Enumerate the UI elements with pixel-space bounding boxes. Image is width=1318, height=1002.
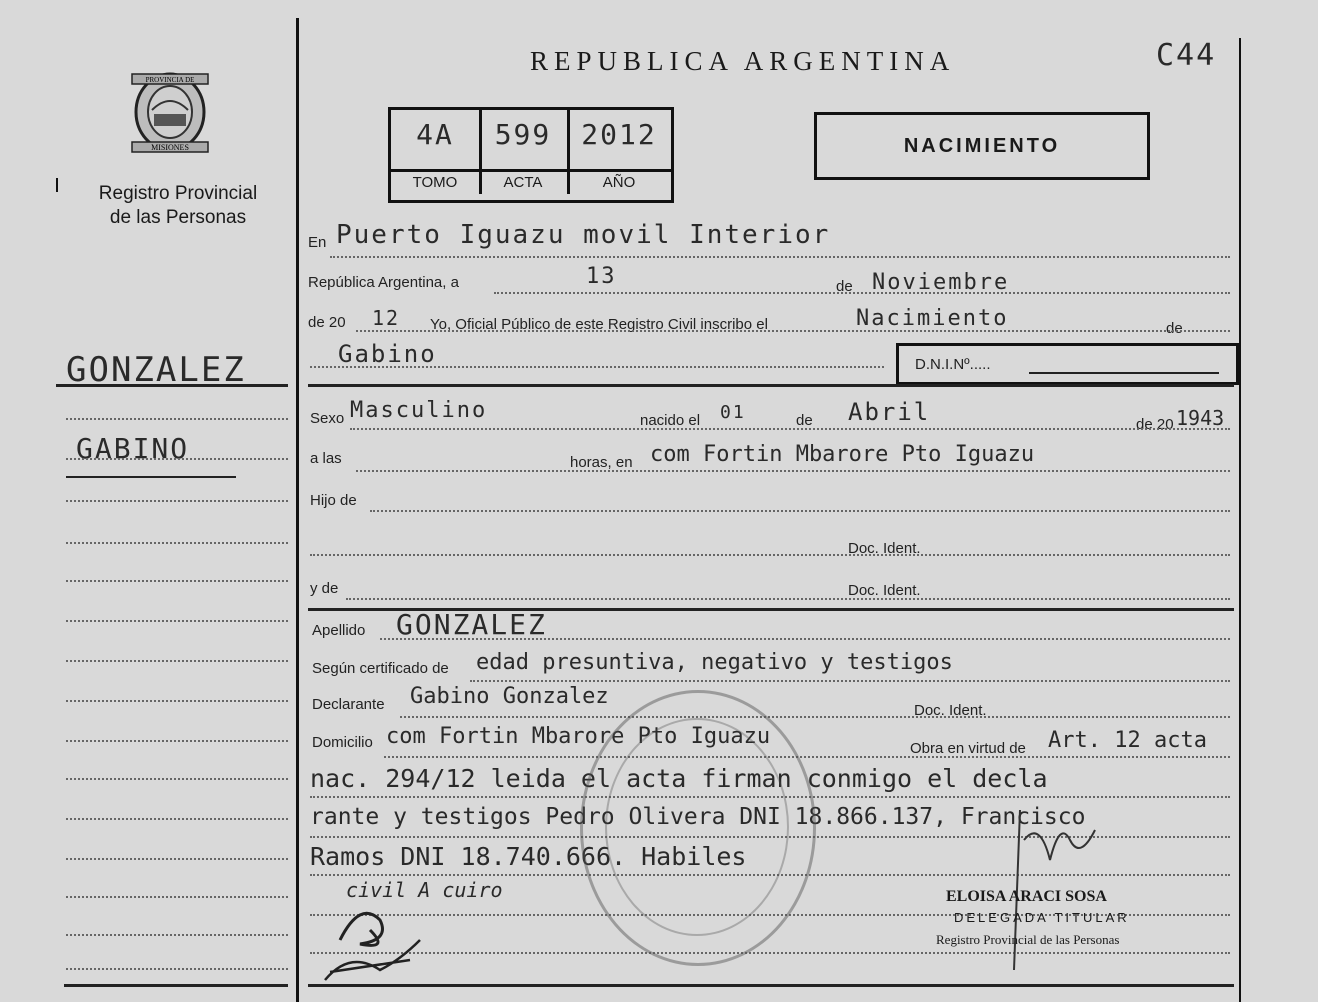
doc-ident-2: Doc. Ident. [848, 582, 921, 599]
domicilio-value: com Fortin Mbarore Pto Iguazu [386, 724, 771, 749]
form-line [310, 554, 1230, 556]
segun-label: Según certificado de [312, 660, 449, 677]
domicilio-label: Domicilio [312, 734, 373, 751]
form-line [494, 292, 1230, 294]
form-line [330, 256, 1230, 258]
margin-dotted-line [66, 580, 288, 582]
left-margin-rule [296, 18, 299, 1002]
declarante-label: Declarante [312, 696, 385, 713]
record-number: C44 [1156, 38, 1217, 73]
segun-value: edad presuntiva, negativo y testigos [476, 650, 953, 675]
alas-label: a las [310, 450, 342, 467]
margin-given-name: GABINO [76, 432, 190, 465]
acta-cell [479, 110, 570, 194]
en-value: Puerto Iguazu movil Interior [336, 220, 831, 250]
declarante-value: Gabino Gonzalez [410, 684, 609, 709]
acta-label: ACTA [479, 169, 567, 194]
tomo-label: TOMO [391, 169, 479, 194]
tomo-value: 4A [416, 118, 454, 151]
misiones-emblem [122, 62, 218, 162]
de-label-2: de [1166, 320, 1183, 337]
official-seal-inner [605, 718, 789, 936]
margin-dotted-line [66, 968, 288, 970]
declarant-signature [320, 900, 430, 995]
name-value: Gabino [338, 340, 437, 368]
margin-dotted-line [66, 700, 288, 702]
oficial-text: Yo, Oficial Público de este Registro Civil inscribo el [430, 316, 768, 333]
form-line [384, 756, 1230, 758]
notes-line-2: rante y testigos Pedro Olivera DNI 18.866.137, Francisco [310, 804, 1086, 830]
margin-dotted-line [66, 778, 288, 780]
de-label-3: de [796, 412, 813, 429]
de-label: de [836, 278, 853, 295]
margin-dotted-line [66, 818, 288, 820]
form-line [380, 638, 1230, 640]
dni-label: D.N.I.Nº..... [915, 356, 991, 373]
hijo-label: Hijo de [310, 492, 357, 509]
en-label: En [308, 234, 327, 251]
official-title: DELEGADA TITULAR [954, 910, 1130, 925]
nacido-month: Abril [848, 398, 931, 426]
dni-box [896, 343, 1239, 385]
year-prefix: de 20 [308, 314, 346, 331]
form-line [350, 428, 1230, 430]
apellido-label: Apellido [312, 622, 366, 639]
country-title: REPUBLICA ARGENTINA [530, 46, 956, 76]
notes-line-3: Ramos DNI 18.740.666. Habiles [310, 842, 747, 871]
margin-rule [56, 384, 288, 387]
margin-dotted-line [66, 620, 288, 622]
form-line [356, 330, 1230, 332]
emblem-bottom-text: MISIONES [151, 143, 189, 152]
margin-dotted-line [66, 660, 288, 662]
sexo-label: Sexo [310, 410, 345, 427]
anio-value: 2012 [581, 118, 657, 151]
apellido-value: GONZALEZ [396, 608, 547, 641]
right-margin-rule [1239, 38, 1241, 1002]
form-line [346, 598, 1230, 600]
form-line [400, 716, 1230, 718]
nacido-year: 1943 [1176, 406, 1225, 430]
dni-line [1029, 372, 1219, 374]
anio-cell [567, 110, 671, 194]
margin-dotted-line [66, 858, 288, 860]
official-office: Registro Provincial de las Personas [936, 932, 1120, 947]
official-name: ELOISA ARACI SOSA [946, 888, 1107, 905]
form-line [310, 366, 884, 368]
nacido-label: nacido el [640, 412, 701, 429]
yde-label: y de [310, 580, 339, 597]
margin-dotted-line [66, 418, 288, 420]
doc-ident-3: Doc. Ident. [914, 702, 987, 719]
form-line [370, 510, 1230, 512]
tomo-cell [391, 110, 482, 194]
horas-label: horas, en [570, 454, 633, 471]
obra-label: Obra en virtud de [910, 740, 1026, 757]
margin-dotted-line [66, 934, 288, 936]
margin-rule-bottom [64, 984, 288, 987]
sexo-value: Masculino [350, 398, 488, 423]
margin-rule [66, 476, 236, 478]
doc-ident-1: Doc. Ident. [848, 540, 921, 557]
nacido-day: 01 [720, 402, 746, 423]
record-box [388, 107, 674, 203]
acta-value: 599 [494, 118, 552, 151]
emblem-top-text: PROVINCIA DE [145, 76, 195, 84]
notes-line-1: nac. 294/12 leida el acta firman conmigo el decla [310, 764, 1048, 793]
registry-name-line2: de las Personas [109, 207, 247, 228]
record-type-box: NACIMIENTO [814, 112, 1150, 180]
form-line [470, 680, 1230, 682]
obra-value: Art. 12 acta [1048, 728, 1207, 753]
margin-surname: GONZALEZ [66, 350, 246, 390]
margin-dotted-line [66, 500, 288, 502]
inscribo-value: Nacimiento [856, 306, 1009, 331]
margin-dotted-line [66, 542, 288, 544]
lugar-value: com Fortin Mbarore Pto Iguazu [650, 442, 1035, 467]
form-line [356, 470, 1230, 472]
day-value: 13 [586, 264, 617, 289]
registry-name-line1: Registro Provincial [98, 183, 258, 204]
anio-label: AÑO [567, 169, 671, 194]
year-suffix: 12 [372, 306, 401, 330]
notes-line-4: civil A cuiro [346, 878, 503, 902]
margin-dotted-line [66, 896, 288, 898]
edge-mark [56, 178, 58, 192]
margin-dotted-line [66, 740, 288, 742]
section-rule [308, 384, 1234, 387]
month-value: Noviembre [872, 270, 1010, 295]
republica-label: República Argentina, a [308, 274, 459, 291]
de20-label: de 20 [1136, 416, 1174, 433]
margin-dotted-line [66, 458, 288, 460]
